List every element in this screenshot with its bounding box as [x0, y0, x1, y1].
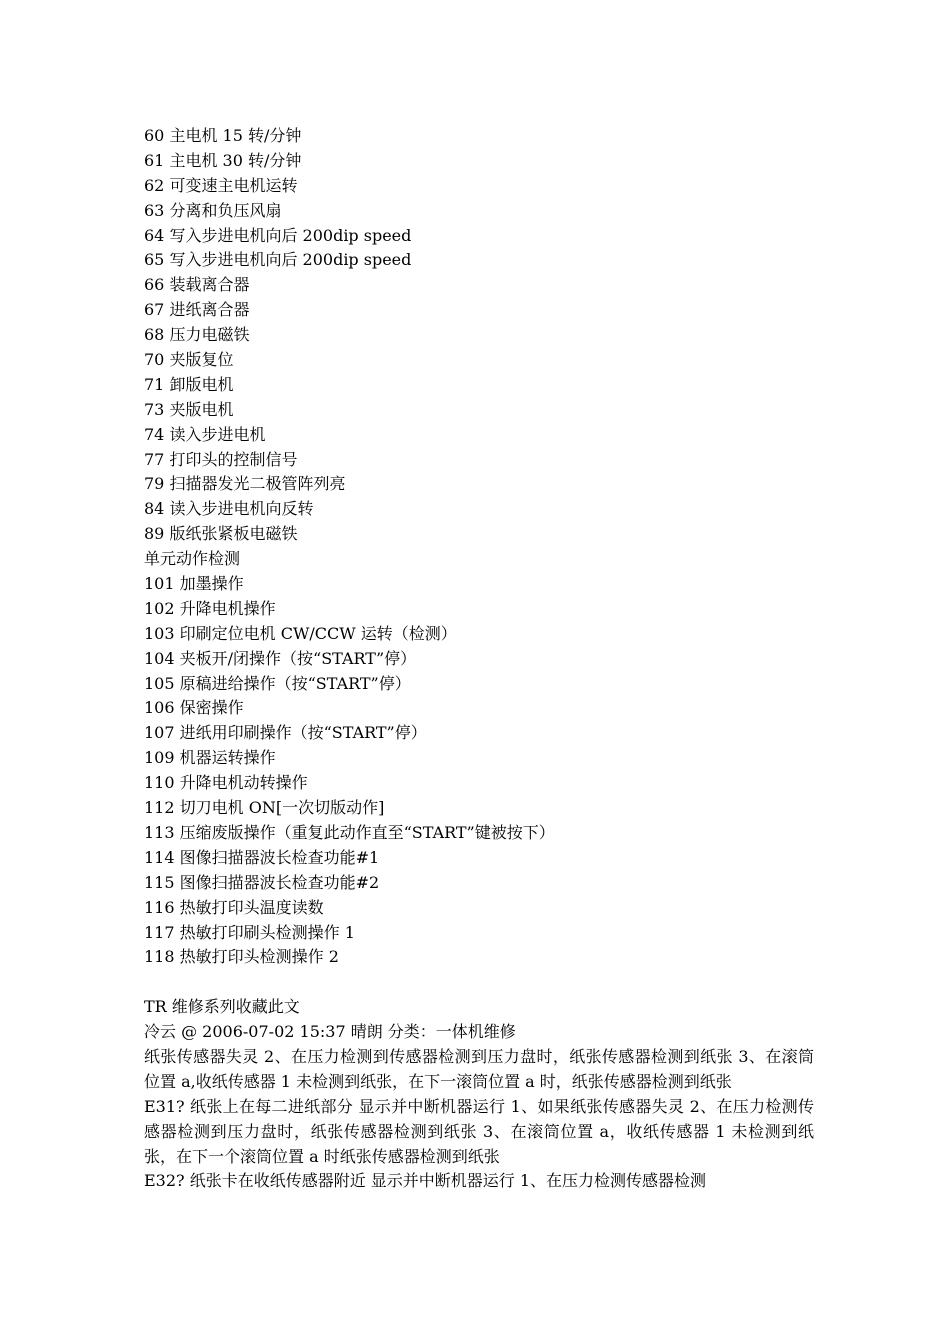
- section-heading: 单元动作检测: [144, 549, 241, 569]
- article-paragraph: E32? 纸张卡在收纸传感器附近 显示并中断机器运行 1、在压力检测传感器检测: [144, 1171, 707, 1191]
- unit-action-list: [144, 572, 814, 970]
- list-item: 113 压缩废版操作（重复此动作直至“START”键被按下）: [144, 822, 555, 842]
- list-item: 112 切刀电机 ON[一次切版动作]: [144, 798, 385, 818]
- list-item: 104 夹板开/闭操作（按“START”停）: [144, 648, 417, 668]
- list-item: 65 写入步进电机向后 200dip speed: [144, 250, 412, 270]
- list-item: 84 读入步进电机向反转: [144, 499, 314, 519]
- list-item: 79 扫描器发光二极管阵列亮: [144, 474, 346, 494]
- list-item: 110 升降电机动转操作: [144, 773, 308, 793]
- list-item: 73 夹版电机: [144, 399, 234, 419]
- list-item: 105 原稿进给操作（按“START”停）: [144, 673, 411, 693]
- list-item: 89 版纸张紧板电磁铁: [144, 524, 298, 544]
- list-item: 102 升降电机操作: [144, 598, 276, 618]
- list-item: 118 热敏打印头检测操作 2: [144, 947, 339, 967]
- list-item: 101 加墨操作: [144, 574, 244, 594]
- list-item: 66 装载离合器: [144, 275, 250, 295]
- list-item: 74 读入步进电机: [144, 424, 266, 444]
- article-section: [144, 995, 814, 1194]
- list-item: 117 热敏打印刷头检测操作 1: [144, 922, 355, 942]
- blank-line: [144, 970, 814, 995]
- list-item: 107 进纸用印刷操作（按“START”停）: [144, 723, 427, 743]
- test-mode-list: [144, 124, 814, 547]
- list-item: 106 保密操作: [144, 698, 244, 718]
- list-item: 67 进纸离合器: [144, 300, 250, 320]
- list-item: 109 机器运转操作: [144, 748, 276, 768]
- list-item: 115 图像扫描器波长检查功能#2: [144, 872, 380, 892]
- article-paragraph: E31? 纸张上在每二进纸部分 显示并中断机器运行 1、如果纸张传感器失灵 2、在压力检测传感器检测到压力盘时，纸张传感器检测到纸张 3、在滚筒位置 a，收纸传感器 1 未检测到纸张，在下一个滚筒位置 a 时纸张传感器检测到纸张: [144, 1096, 814, 1166]
- list-item: 64 写入步进电机向后 200dip speed: [144, 225, 412, 245]
- list-item: 103 印刷定位电机 CW/CCW 运转（检测）: [144, 623, 457, 643]
- list-item: 62 可变速主电机运转: [144, 175, 298, 195]
- list-item: 71 卸版电机: [144, 374, 234, 394]
- list-item: 68 压力电磁铁: [144, 325, 250, 345]
- list-item: 63 分离和负压风扇: [144, 200, 282, 220]
- article-meta: 冷云 @ 2006-07-02 15:37 晴朗 分类：一体机维修: [144, 1022, 516, 1042]
- document-body: [144, 124, 814, 1194]
- list-item: 60 主电机 15 转/分钟: [144, 126, 302, 145]
- list-item: 116 热敏打印头温度读数: [144, 897, 324, 917]
- list-item: 114 图像扫描器波长检查功能#1: [144, 847, 380, 867]
- article-paragraph: 纸张传感器失灵 2、在压力检测到传感器检测到压力盘时，纸张传感器检测到纸张 3、在滚筒位置 a,收纸传感器 1 未检测到纸张，在下一滚筒位置 a 时，纸张传感器检测到纸张: [144, 1046, 814, 1091]
- list-item: 77 打印头的控制信号: [144, 449, 298, 469]
- list-item: 61 主电机 30 转/分钟: [144, 150, 302, 170]
- list-item: 70 夹版复位: [144, 350, 234, 370]
- article-title: TR 维修系列收藏此文: [144, 997, 300, 1017]
